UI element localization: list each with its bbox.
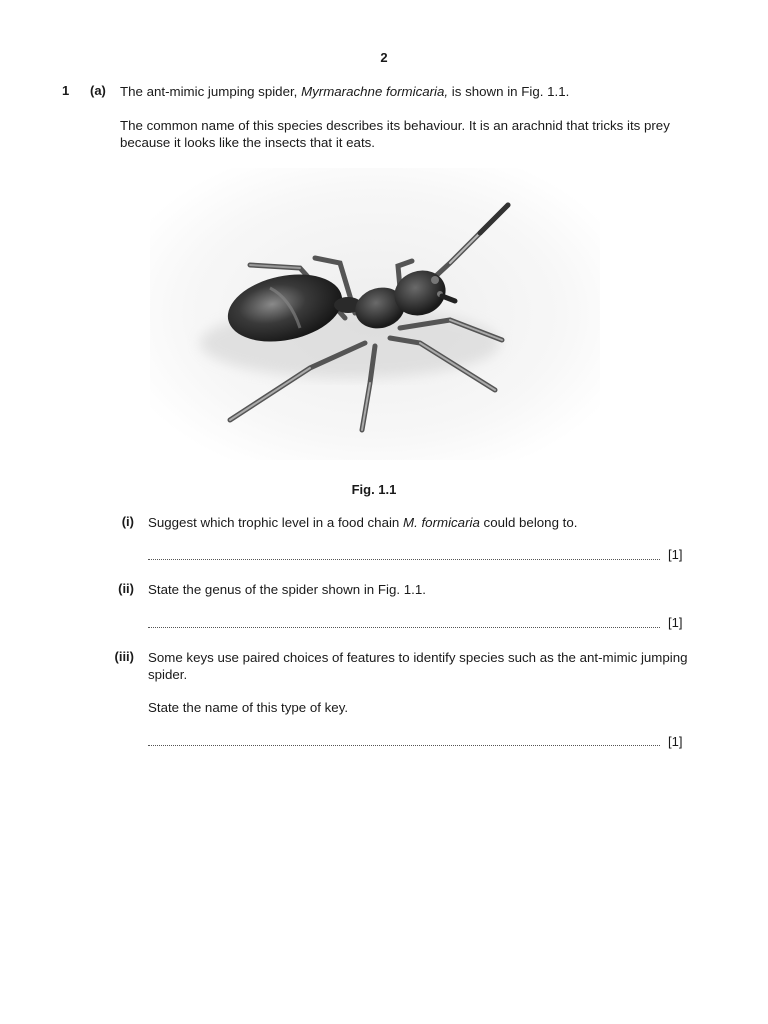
mark-iii: [1] — [668, 734, 683, 749]
question-number: 1 — [62, 83, 70, 98]
answer-line-iii[interactable] — [148, 742, 660, 746]
answer-line-i[interactable] — [148, 556, 660, 560]
species-name: Myrmarachne formicaria, — [301, 84, 449, 99]
q-i-after: could belong to. — [479, 515, 578, 530]
intro-text-after: is shown in Fig. 1.1. — [448, 84, 570, 99]
mark-ii: [1] — [668, 615, 683, 630]
subquestion-label-ii: (ii) — [118, 581, 134, 596]
figure-caption: Fig. 1.1 — [351, 482, 397, 497]
subquestion-label-iii: (iii) — [114, 649, 134, 664]
subquestion-label-i: (i) — [121, 514, 134, 529]
answer-line-ii[interactable] — [148, 624, 660, 628]
subquestion-text-iii-prompt: State the name of this type of key. — [148, 700, 349, 715]
subquestion-text-i — [148, 514, 693, 531]
mark-i: [1] — [668, 547, 683, 562]
question-part: (a) — [90, 83, 106, 98]
intro-paragraph: The common name of this species describes its behaviour. It is an arachnid that tricks its prey because it looks like the insects that it eats. — [120, 118, 670, 150]
subquestion-text-iii: Some keys use paired choices of features to identify species such as the ant-mimic jumping spider. — [148, 650, 688, 682]
page-number: 2 — [380, 50, 388, 65]
q-i-before: Suggest which trophic level in a food chain — [148, 515, 404, 530]
intro-text-before: The ant-mimic jumping spider, — [120, 84, 302, 99]
spider-photo — [150, 168, 600, 460]
subquestion-text-ii: State the genus of the spider shown in Fig. 1.1. — [148, 582, 426, 597]
q-i-species: M. formicaria — [403, 515, 480, 530]
intro-line — [120, 83, 690, 100]
